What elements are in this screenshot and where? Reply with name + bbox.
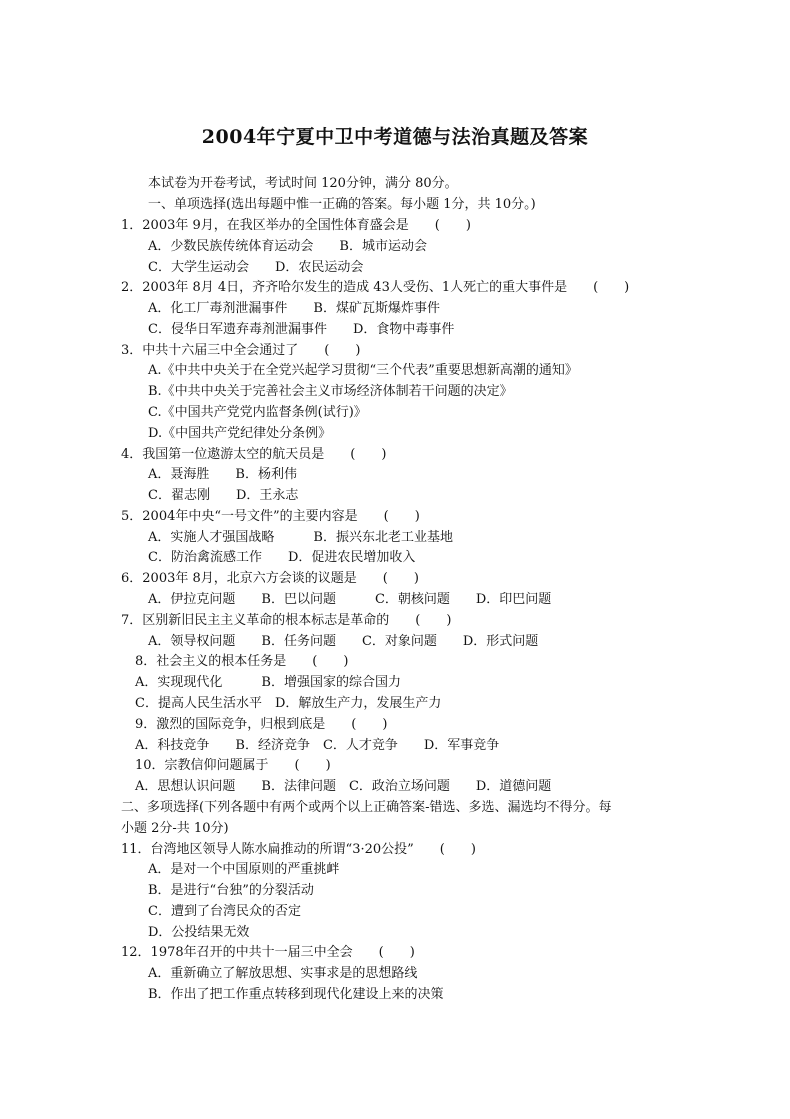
- question-12: 12．1978年召开的中共十一届三中全会 ( ): [121, 945, 415, 960]
- question-10: 10．宗教信仰问题属于 ( ): [135, 758, 331, 773]
- question-12-option-a: A．重新确立了解放思想、实事求是的思想路线: [148, 966, 418, 981]
- section-2-heading-line-2: 小题 2分-共 10分): [121, 821, 229, 836]
- question-1-options-cd: C．大学生运动会 D．农民运动会: [148, 260, 364, 275]
- question-9-options: A．科技竞争 B．经济竞争 C．人才竞争 D．军事竞争: [135, 738, 500, 753]
- question-9: 9．激烈的国际竞争，归根到底是 ( ): [135, 717, 388, 732]
- question-2-options-cd: C．侵华日军遗弃毒剂泄漏事件 D．食物中毒事件: [148, 322, 455, 337]
- question-8: 8．社会主义的根本任务是 ( ): [135, 654, 349, 669]
- page-title: 2004年宁夏中卫中考道德与法治真题及答案: [201, 126, 589, 148]
- question-5-options-cd: C．防治禽流感工作 D．促进农民增加收入: [148, 550, 416, 565]
- question-4-options-ab: A．聂海胜 B．杨利伟: [148, 467, 297, 482]
- question-3: 3．中共十六届三中全会通过了 ( ): [121, 343, 361, 358]
- question-1: 1．2003年 9月，在我区举办的全国性体育盛会是 ( ): [121, 218, 471, 233]
- question-11-option-c: C．遭到了台湾民众的否定: [148, 904, 301, 919]
- question-3-option-d: D.《中国共产党纪律处分条例》: [148, 426, 332, 441]
- question-7: 7．区别新旧民主主义革命的根本标志是革命的 ( ): [121, 613, 452, 628]
- question-6-options: A．伊拉克问题 B．巴以问题 C．朝核问题 D．印巴问题: [148, 592, 552, 607]
- question-5-options-ab: A．实施人才强国战略 B．振兴东北老工业基地: [148, 530, 453, 545]
- question-11: 11．台湾地区领导人陈水扁推动的所谓“3·20公投” ( ): [121, 842, 476, 857]
- question-5: 5．2004年中央“一号文件”的主要内容是 ( ): [121, 509, 420, 524]
- question-8-options-ab: A．实现现代化 B．增强国家的综合国力: [135, 675, 401, 690]
- question-4: 4．我国第一位遨游太空的航天员是 ( ): [121, 447, 387, 462]
- question-11-option-d: D．公投结果无效: [148, 925, 250, 940]
- question-3-option-b: B.《中共中央关于完善社会主义市场经济体制若干问题的决定》: [148, 384, 513, 399]
- question-11-option-a: A．是对一个中国原则的严重挑衅: [148, 862, 340, 877]
- question-7-options: A．领导权问题 B．任务问题 C．对象问题 D．形式问题: [148, 634, 539, 649]
- question-2: 2．2003年 8月 4日，齐齐哈尔发生的造成 43人受伤、1人死亡的重大事件是 ( ): [121, 280, 630, 295]
- question-12-option-b: B．作出了把工作重点转移到现代化建设上来的决策: [148, 987, 444, 1002]
- exam-intro: 本试卷为开卷考试，考试时间 120分钟，满分 80分。: [148, 176, 458, 191]
- question-3-option-a: A.《中共中央关于在全党兴起学习贯彻“三个代表”重要思想新高潮的通知》: [148, 363, 578, 378]
- question-3-option-c: C.《中国共产党党内监督条例(试行)》: [148, 405, 367, 420]
- question-11-option-b: B．是进行“台独”的分裂活动: [148, 883, 314, 898]
- section-1-heading: 一、单项选择(选出每题中惟一正确的答案。每小题 1分，共 10分。): [148, 197, 536, 212]
- section-2-heading-line-1: 二、多项选择(下列各题中有两个或两个以上正确答案-错选、多选、漏选均不得分。每: [121, 800, 612, 815]
- question-4-options-cd: C．翟志刚 D．王永志: [148, 488, 299, 503]
- question-6: 6．2003年 8月，北京六方会谈的议题是 ( ): [121, 571, 419, 586]
- question-1-options-ab: A．少数民族传统体育运动会 B．城市运动会: [148, 239, 427, 254]
- question-10-options: A．思想认识问题 B．法律问题 C．政治立场问题 D．道德问题: [135, 779, 552, 794]
- question-2-options-ab: A．化工厂毒剂泄漏事件 B．煤矿瓦斯爆炸事件: [148, 301, 440, 316]
- question-8-options-cd: C．提高人民生活水平 D．解放生产力，发展生产力: [135, 696, 442, 711]
